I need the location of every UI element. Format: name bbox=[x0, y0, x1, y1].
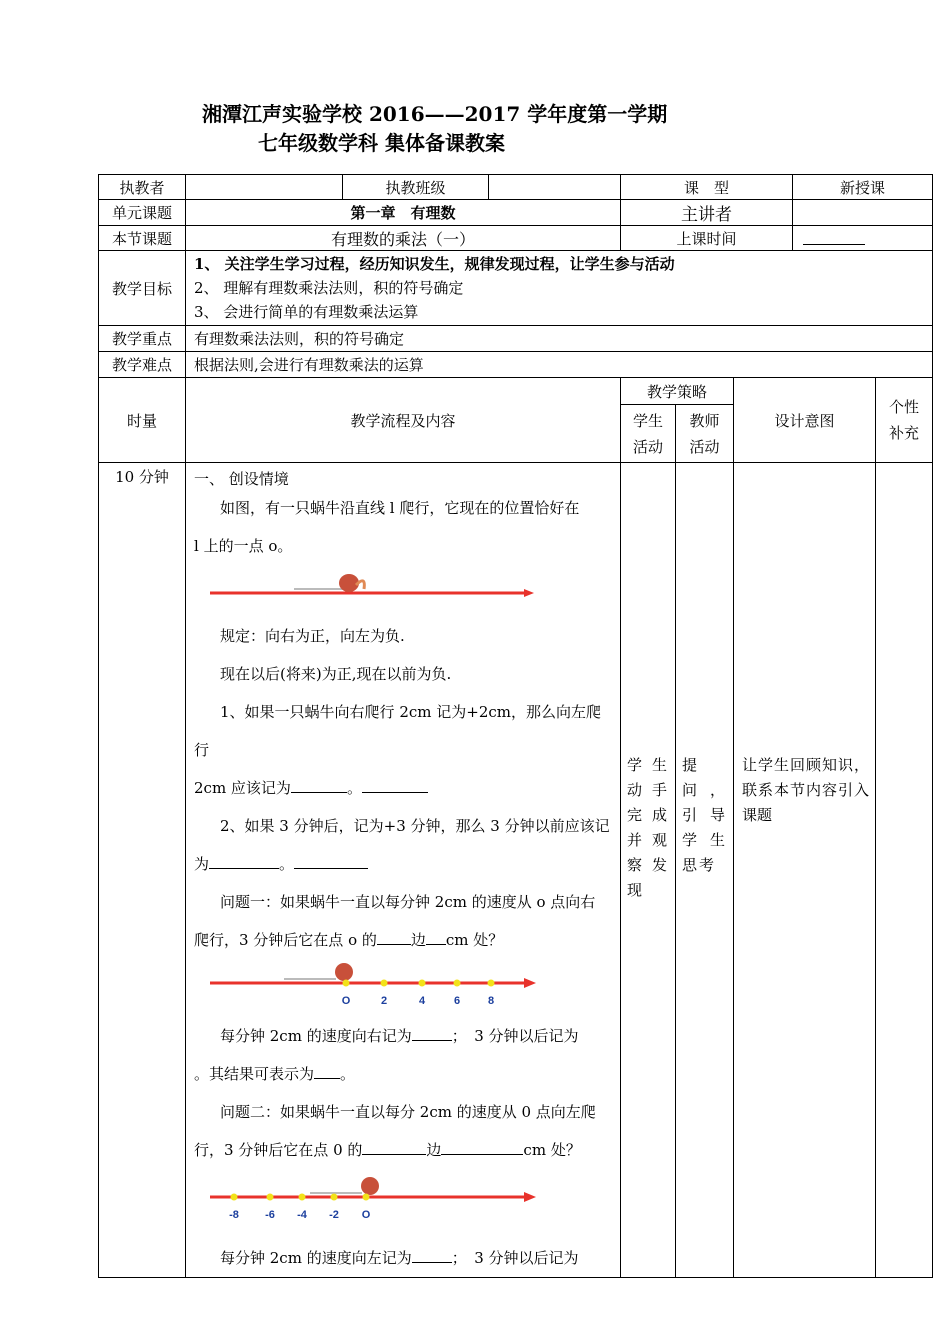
duration-header: 时量 bbox=[99, 378, 186, 463]
axis-point bbox=[488, 980, 495, 987]
speaker-value[interactable] bbox=[793, 200, 933, 226]
strategy-header: 教学策略 bbox=[621, 378, 734, 405]
unit-label: 单元课题 bbox=[99, 200, 186, 226]
content-header: 教学流程及内容 bbox=[186, 378, 621, 463]
axis-point bbox=[331, 1194, 338, 1201]
teacher-activity: 提问，引导学生思考 bbox=[676, 463, 734, 1278]
teaching-content: 一、 创设情境 如图，有一只蜗牛沿直线 l 爬行，它现在的位置恰好在 l 上的一点 o。 规定：向右为正，向左为负. 现在以后(将来)为正,现在以前为负. 1、如果一只蜗牛向右爬行 2cm 记为+2cm，那么向左爬行 2cm 应该记为 。 2、如果 3 分钟后，记为+3 分钟，那么 3 分钟以前应该记 为 。 问题一：如果蜗牛一直以每分钟 2cm 的速度从 o 点向右 爬行，3 分钟后它在点 o 的 边 cm 处？ O 2 4 6 8 每分钟 2cm 的速度向右记为 ； 3 分钟以后记为 。其结果可表示为 。 问题二：如果蜗牛一直以每分 2cm 的速度从 0 点向左爬 行，3 分钟后它在点 0 的 边 cm 处？ -8 -6 -4 -2 O 每分钟 2cm 的速度向左记为 ； 3 分钟以后记为 bbox=[186, 463, 621, 1278]
goal-item: 3、 会进行简单的有理数乘法运算 bbox=[194, 303, 419, 321]
axis-label: O bbox=[341, 995, 351, 1007]
lesson-plan-table bbox=[98, 174, 933, 1278]
student-activity: 学生动手完成并观察发现 bbox=[621, 463, 676, 1278]
intent-header: 设计意图 bbox=[734, 378, 876, 463]
axis-label: 6 bbox=[453, 995, 461, 1007]
axis-point bbox=[381, 980, 388, 987]
axis-point bbox=[454, 980, 461, 987]
axis-label: 8 bbox=[487, 995, 495, 1007]
teacher-value[interactable] bbox=[186, 175, 343, 200]
axis-point bbox=[419, 980, 426, 987]
class-value[interactable] bbox=[489, 175, 621, 200]
axis-point bbox=[343, 980, 350, 987]
type-label: 课 型 bbox=[621, 175, 793, 200]
type-value: 新授课 bbox=[793, 175, 933, 200]
axis-label: -8 bbox=[229, 1209, 239, 1221]
focus-value: 有理数乘法法则，积的符号确定 bbox=[186, 326, 933, 352]
axis-label: -6 bbox=[265, 1209, 275, 1221]
goal-item: 2、 理解有理数乘法法则，积的符号确定 bbox=[194, 279, 464, 297]
axis-label: 4 bbox=[418, 995, 426, 1007]
student-header: 学生活动 bbox=[621, 405, 676, 463]
axis-point bbox=[363, 1194, 370, 1201]
design-intent: 让学生回顾知识，联系本节内容引入课题 bbox=[734, 463, 876, 1278]
extra-notes[interactable] bbox=[876, 463, 933, 1278]
school-title: 湘潭江声实验学校 2016——2017 学年度第一学期 bbox=[202, 102, 668, 126]
time-value[interactable] bbox=[793, 226, 933, 251]
number-line-right bbox=[194, 959, 554, 1015]
teacher-header: 教师活动 bbox=[676, 405, 734, 463]
axis-label: O bbox=[361, 1209, 371, 1221]
snail-icon bbox=[335, 963, 353, 981]
focus-label: 教学重点 bbox=[99, 326, 186, 352]
axis-label: 2 bbox=[380, 995, 388, 1007]
difficulty-label: 教学难点 bbox=[99, 352, 186, 378]
snail-icon bbox=[361, 1177, 379, 1195]
extra-header: 个性补充 bbox=[876, 378, 933, 463]
class-label: 执教班级 bbox=[343, 175, 489, 200]
lesson-label: 本节课题 bbox=[99, 226, 186, 251]
goals-list bbox=[186, 251, 933, 326]
teacher-label: 执教者 bbox=[99, 175, 186, 200]
snail-line-figure bbox=[194, 571, 554, 611]
axis-label: -2 bbox=[329, 1209, 339, 1221]
axis-point bbox=[299, 1194, 306, 1201]
time-label: 上课时间 bbox=[621, 226, 793, 251]
section-heading: 一、 创设情境 bbox=[194, 470, 289, 488]
axis-label: -4 bbox=[297, 1209, 307, 1221]
lesson-value: 有理数的乘法（一） bbox=[186, 226, 621, 251]
goal-item: 1、 关注学生学习过程，经历知识发生，规律发现过程，让学生参与活动 bbox=[194, 255, 675, 273]
goals-label: 教学目标 bbox=[99, 251, 186, 326]
unit-value: 第一章 有理数 bbox=[186, 200, 621, 226]
difficulty-value: 根据法则,会进行有理数乘法的运算 bbox=[186, 352, 933, 378]
speaker-label: 主讲者 bbox=[621, 200, 793, 226]
duration-value: 10 分钟 bbox=[99, 463, 186, 1278]
axis-point bbox=[267, 1194, 274, 1201]
number-line-left bbox=[194, 1173, 554, 1229]
course-title: 七年级数学科 集体备课教案 bbox=[258, 131, 505, 155]
axis-point bbox=[231, 1194, 238, 1201]
